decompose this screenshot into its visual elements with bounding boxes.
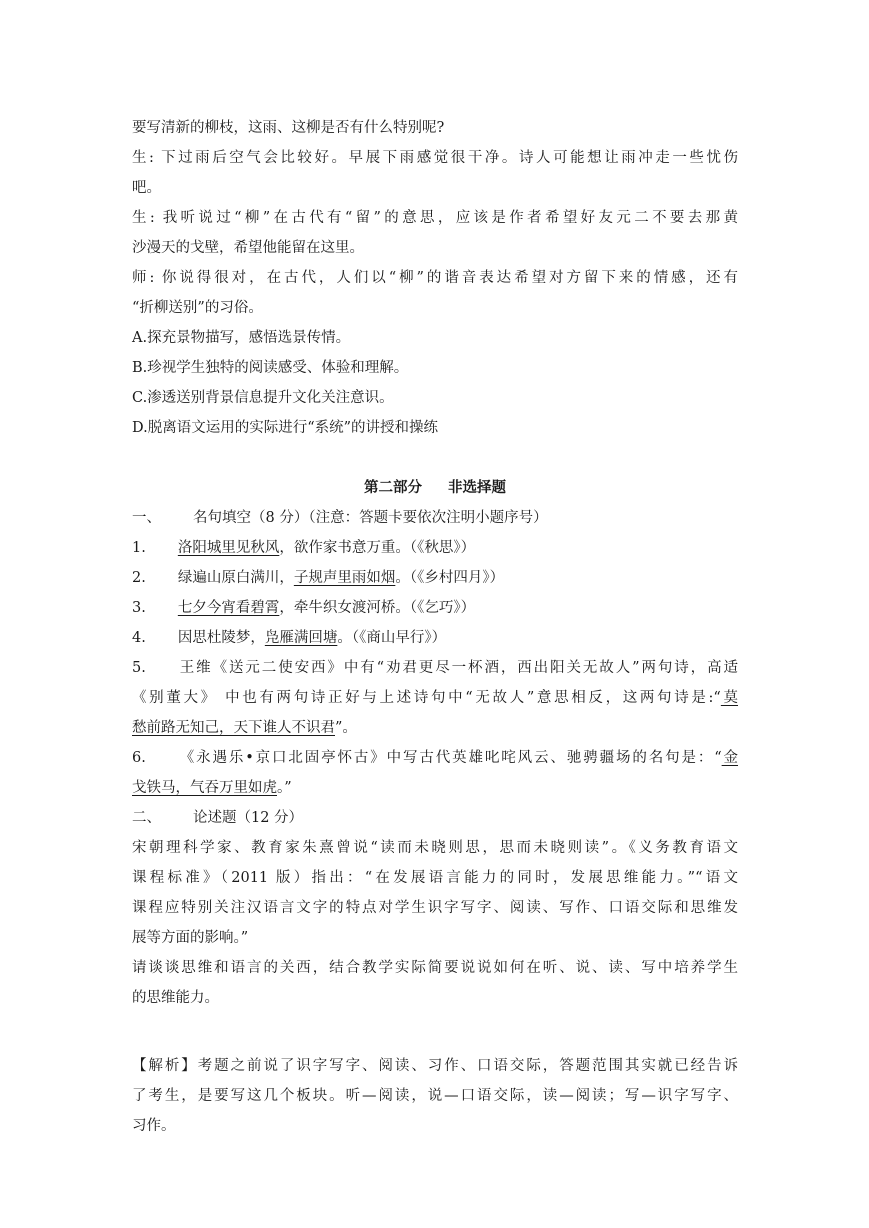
essay-line: 课程应特别关注汉语言文字的特点对学生识字写字、阅读、写作、口语交际和思维发 <box>132 900 738 916</box>
essay-line: 请谈谈思维和语言的关西，结合教学实际简要说说如何在听、说、读、写中培养学生 <box>132 960 738 976</box>
answer-underlined: 洛阳城里见秋风 <box>177 540 280 556</box>
item-text: ”。 <box>335 720 357 736</box>
analysis-line: 了考生，是要写这几个板块。听—阅读，说—口语交际，读—阅读；写—识字写字、 <box>132 1088 738 1104</box>
item-number: 5. <box>132 660 146 676</box>
analysis-text: 考题之前说了识字写字、阅读、习作、口语交际，答题范围其实就已经告诉 <box>197 1058 739 1074</box>
answer-underlined: 金 <box>721 750 739 766</box>
answer-underlined: 凫雁满回塘 <box>264 630 338 646</box>
section-number: 一、 <box>132 510 161 526</box>
answer-underlined: 戈铁马，气吞万里如虎 <box>132 780 277 796</box>
dialog-line: 沙漫天的戈壁，希望他能留在这里。 <box>132 240 364 256</box>
dialog-line: 吧。 <box>132 180 161 196</box>
item-text: 。（《商山早行》） <box>337 630 447 646</box>
item-text: 。（《乡村四月》） <box>395 570 505 586</box>
answer-underlined: 七夕今宵看碧霄 <box>177 600 280 616</box>
dialog-line: 生: 我听说过“柳”在古代有“留”的意思，应该是作者希望好友元二不要去那黄 <box>132 210 738 226</box>
fill-item-5 <box>132 653 738 683</box>
item-number: 6. <box>132 750 146 766</box>
option-a: A.探充景物描写，感悟选景传情。 <box>132 330 351 346</box>
item-text: 《别董大》 中也有两句诗正好与上述诗句中“无故人”意思相反，这两句诗是:“ <box>132 690 721 706</box>
analysis-tag: 【解析】 <box>132 1058 198 1074</box>
item-number: 4. <box>132 630 146 646</box>
item-text: ，牵牛织女渡河桥。（《乞巧》） <box>279 600 476 616</box>
dialog-line: 要写清新的柳枝，这雨、这柳是否有什么特别呢? <box>132 120 445 136</box>
section-title: 名句填空（8 分）（注意：答题卡要依次注明小题序号） <box>193 510 548 526</box>
section-title: 论述题（12 分） <box>193 810 304 826</box>
fill-item-3 <box>132 593 738 623</box>
dialog-line: 生: 下过雨后空气会比较好。早展下雨感觉很干净。诗人可能想让雨冲走一些忧伤 <box>132 150 738 166</box>
fill-item-2 <box>132 563 738 593</box>
fill-item-6-cont <box>132 773 738 803</box>
item-number: 2. <box>132 570 146 586</box>
item-number: 1. <box>132 540 146 556</box>
dialog-line: 师: 你说得很对，在古代，人们以“柳”的谐音表达希望对方留下来的情感，还有 <box>132 270 738 286</box>
essay-line: 展等方面的影响。” <box>132 930 249 946</box>
part-two-heading <box>132 473 738 503</box>
dialog-line: “折柳送别”的习俗。 <box>132 300 263 316</box>
document-page <box>132 113 738 1141</box>
part-two-title: 非选择题 <box>448 479 506 496</box>
fill-item-4 <box>132 623 738 653</box>
answer-underlined: 子规声里雨如烟 <box>293 570 396 586</box>
section-two-heading <box>132 803 738 833</box>
essay-line: 的思维能力。 <box>132 990 219 1006</box>
fill-item-5-cont <box>132 713 738 743</box>
analysis-line <box>132 1051 738 1081</box>
fill-item-6 <box>132 743 738 773</box>
item-text: 绿遍山原白满川， <box>177 570 294 586</box>
item-number: 3. <box>132 600 146 616</box>
essay-line: 宋朝理科学家、教育家朱熹曾说“读而未晓则思，思而未晓则读”。《义务教育语文 <box>132 840 738 856</box>
option-b: B.珍视学生独特的阅读感受、体验和理解。 <box>132 360 409 376</box>
item-text: ，欲作家书意万重。（《秋思》） <box>279 540 476 556</box>
analysis-line: 习作。 <box>132 1118 176 1134</box>
fill-item-1 <box>132 533 738 563</box>
answer-underlined: 愁前路无知己，天下谁人不识君 <box>132 720 335 736</box>
essay-line: 课程标准》（2011 版）指出：“在发展语言能力的同时，发展思维能力。”“语文 <box>132 870 738 886</box>
item-text: 《永遇乐•京口北固亭怀古》中写古代英雄叱咤风云、驰骋疆场的名句是：“ <box>177 750 722 766</box>
section-number: 二、 <box>132 810 161 826</box>
item-text: 王维《送元二使安西》中有“劝君更尽一杯酒，西出阳关无故人”两句诗，高适 <box>177 660 738 676</box>
part-two-label: 第二部分 <box>364 479 422 496</box>
answer-underlined: 莫 <box>720 690 739 706</box>
fill-item-5-cont <box>132 683 738 713</box>
item-text: 因思杜陵梦， <box>177 630 265 646</box>
item-text: 。” <box>277 780 292 796</box>
section-one-heading <box>132 503 738 533</box>
option-c: C.渗透送别背景信息提升文化关注意识。 <box>132 390 394 406</box>
option-d: D.脱离语文运用的实际进行“系统”的讲授和操练 <box>132 420 439 436</box>
